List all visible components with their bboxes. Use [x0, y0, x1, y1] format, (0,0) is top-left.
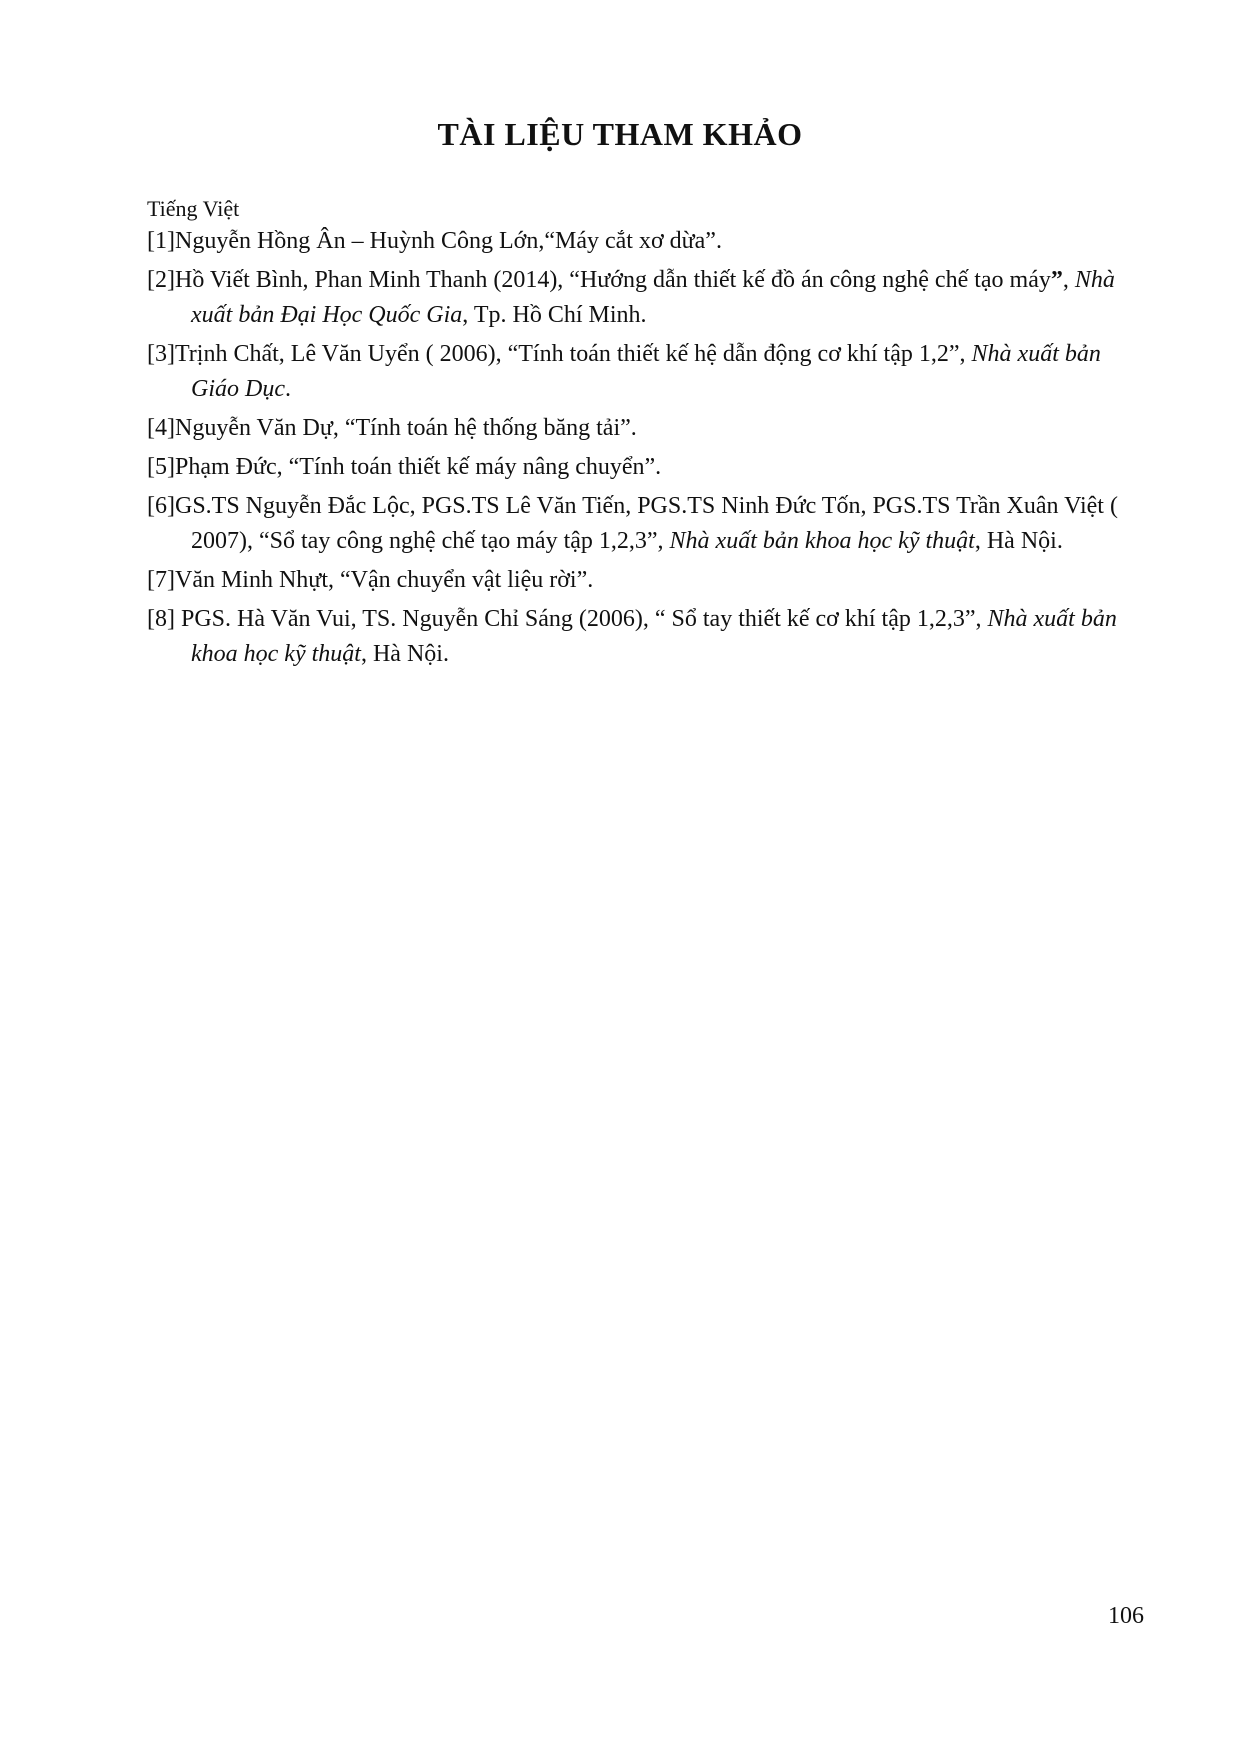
- reference-text: [7]Văn Minh Nhựt, “Vận chuyển vật liệu rời”.: [147, 567, 594, 593]
- reference-item-6: [147, 489, 1147, 559]
- reference-location: , Hà Nội.: [974, 528, 1063, 554]
- reference-text: [1]Nguyễn Hồng Ân – Huỳnh Công Lớn,“Máy cắt xơ dừa”.: [147, 228, 722, 254]
- page-number: 106: [1108, 1603, 1144, 1629]
- reference-item-8: [147, 602, 1147, 672]
- reference-quote-mark: ”: [1050, 267, 1063, 293]
- reference-separator: ,: [1062, 267, 1075, 293]
- reference-text: [3]Trịnh Chất, Lê Văn Uyển ( 2006), “Tính toán thiết kế hệ dẫn động cơ khí tập 1,2”,: [147, 341, 972, 367]
- reference-item-1: [147, 224, 1147, 259]
- reference-text: [8] PGS. Hà Văn Vui, TS. Nguyễn Chỉ Sáng (2006), “ Sổ tay thiết kế cơ khí tập 1,2,3”,: [147, 606, 988, 632]
- reference-list: [147, 224, 1147, 676]
- reference-item-3: [147, 337, 1147, 407]
- reference-text: [6]GS.TS Nguyễn Đắc Lộc, PGS.TS Lê Văn Tiến, PGS.TS Ninh Đức Tốn, PGS.TS Trần Xuân Việt ( 2007), “Sổ tay công nghệ chế tạo máy tập 1,2,3”,: [147, 493, 1118, 554]
- reference-publisher: Nhà xuất bản Giáo Dục: [191, 341, 1101, 402]
- reference-publisher: Nhà xuất bản khoa học kỹ thuật: [669, 528, 975, 554]
- reference-text: [5]Phạm Đức, “Tính toán thiết kế máy nâng chuyển”.: [147, 454, 662, 480]
- reference-location: , Tp. Hồ Chí Minh.: [462, 302, 647, 328]
- reference-end: .: [284, 376, 291, 402]
- reference-item-4: [147, 411, 1147, 446]
- reference-text: [4]Nguyễn Văn Dự, “Tính toán hệ thống băng tải”.: [147, 415, 637, 441]
- reference-location: , Hà Nội.: [360, 641, 449, 667]
- section-label: Tiếng Việt: [147, 196, 240, 221]
- reference-text: [2]Hồ Viết Bình, Phan Minh Thanh (2014), “Hướng dẫn thiết kế đồ án công nghệ chế tạo máy: [147, 267, 1051, 293]
- reference-item-2: [147, 263, 1147, 333]
- page-title: TÀI LIỆU THAM KHẢO: [437, 116, 803, 152]
- reference-item-5: [147, 450, 1147, 485]
- reference-item-7: [147, 563, 1147, 598]
- reference-publisher: Nhà xuất bản Đại Học Quốc Gia: [191, 267, 1115, 328]
- reference-publisher: Nhà xuất bản khoa học kỹ thuật: [191, 606, 1117, 667]
